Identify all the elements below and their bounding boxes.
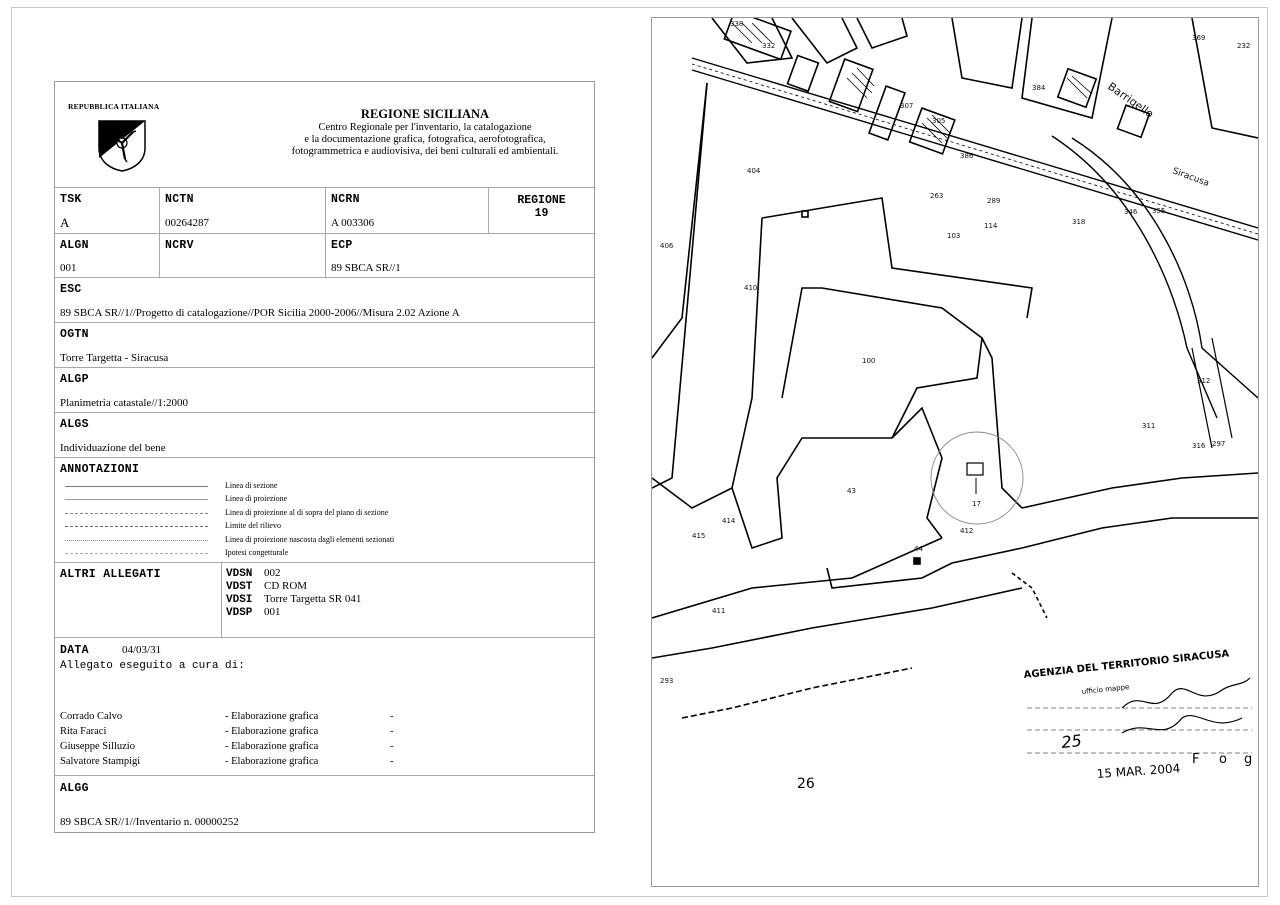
legend-text: Linea di proiezione nascosta dagli elementi sezionati xyxy=(225,535,395,544)
data-subtitle: Allegato eseguito a cura di: xyxy=(60,660,245,672)
legend-line-section xyxy=(65,486,208,487)
vdst-item: VDST CD ROM xyxy=(226,580,308,593)
row-esc xyxy=(55,278,594,323)
tsk-label: TSK xyxy=(60,193,82,206)
catalog-sheet xyxy=(54,81,595,833)
parcel-label: 44 xyxy=(914,545,923,553)
person-dash: - xyxy=(390,711,394,722)
row-algs xyxy=(55,413,594,458)
legend-line-hypothesis xyxy=(65,553,208,554)
parcel-label: 311 xyxy=(1142,422,1156,430)
vdsn-item: VDSN 002 xyxy=(226,567,281,580)
data-value: 04/03/31 xyxy=(122,644,162,656)
republic-label: REPUBBLICA ITALIANA xyxy=(68,102,160,111)
parcel-label: 404 xyxy=(747,167,761,175)
field-ecp xyxy=(326,234,594,277)
nctn-value: 00264287 xyxy=(165,217,209,229)
parcel-label: 103 xyxy=(947,232,961,240)
algn-label: ALGN xyxy=(60,239,89,252)
parcel-label: 384 xyxy=(1032,84,1046,92)
field-tsk xyxy=(55,188,160,233)
algs-value: Individuazione del bene xyxy=(60,442,166,454)
person-role: - Elaborazione grafica xyxy=(225,756,319,767)
parcel-label: 307 xyxy=(900,102,914,110)
parcel-label: 406 xyxy=(660,242,674,250)
parcel-label: 411 xyxy=(712,607,726,615)
row-algp xyxy=(55,368,594,413)
tsk-value: A xyxy=(60,215,70,230)
parcel-label: 346 xyxy=(1124,208,1138,216)
parcel-label: 410 xyxy=(744,284,758,292)
region-line: fotogrammetrica e audiovisiva, dei beni culturali ed ambientali. xyxy=(291,146,559,157)
street-name-label: Barrigello xyxy=(1105,79,1156,121)
parcel-label: 355 xyxy=(1152,207,1166,215)
person-name: Giuseppe Silluzio xyxy=(60,741,135,752)
legend-line-above xyxy=(65,513,208,514)
stamp-title: AGENZIA DEL TERRITORIO SIRACUSA xyxy=(1023,648,1230,681)
parcel-label: 114 xyxy=(984,222,998,230)
region-title: REGIONE SICILIANA xyxy=(360,107,490,121)
row-algg xyxy=(55,776,594,832)
nctn-label: NCTN xyxy=(165,193,194,206)
parcel-label: 369 xyxy=(1192,34,1206,42)
esc-label: ESC xyxy=(60,283,82,296)
person-dash: - xyxy=(390,726,394,737)
parcel-label: 312 xyxy=(1197,377,1211,385)
ncrv-label: NCRV xyxy=(165,239,194,252)
ecp-label: ECP xyxy=(331,239,353,252)
agency-stamp xyxy=(1023,648,1252,781)
row-tsk xyxy=(55,188,594,234)
stamp-letter: F xyxy=(1192,752,1200,767)
row-altri-allegati xyxy=(55,563,594,638)
stamp-letter: g xyxy=(1244,752,1253,767)
cadastral-map xyxy=(651,17,1259,887)
stamp-number: 25 xyxy=(1060,730,1083,752)
region-heading xyxy=(275,108,575,158)
parcel-label: 297 xyxy=(1212,440,1226,448)
region-line: e la documentazione grafica, fotografica, aerofotografica, xyxy=(304,134,546,145)
parcel-label: 43 xyxy=(847,487,856,495)
person-name: Corrado Calvo xyxy=(60,711,123,722)
ecp-value: 89 SBCA SR//1 xyxy=(331,262,401,274)
esc-value: 89 SBCA SR//1//Progetto di catalogazione//POR Sicilia 2000-2006//Misura 2.02 Azione A xyxy=(60,307,460,319)
parcel-label: 289 xyxy=(987,197,1001,205)
ncrn-label: NCRN xyxy=(331,193,360,206)
person-role: - Elaborazione grafica xyxy=(225,726,319,737)
parcel-label: 263 xyxy=(930,192,944,200)
field-nctn xyxy=(160,188,326,233)
row-annotazioni xyxy=(55,458,594,563)
algs-label: ALGS xyxy=(60,418,89,431)
algg-value: 89 SBCA SR//1//Inventario n. 00000252 xyxy=(60,816,239,828)
region-line: Centro Regionale per l'inventario, la catalogazione xyxy=(318,122,532,133)
stamp-letter: o xyxy=(1219,752,1227,767)
data-label: DATA xyxy=(60,644,89,657)
altri-allegati-label: ALTRI ALLEGATI xyxy=(60,568,161,581)
stamp-date: 15 MAR. 2004 xyxy=(1096,761,1181,781)
row-data xyxy=(55,638,594,776)
regione-value: 19 xyxy=(534,207,549,220)
legend-line-hidden xyxy=(65,540,208,541)
parcel-label: 332 xyxy=(762,42,776,50)
person-role: - Elaborazione grafica xyxy=(225,711,319,722)
vdsp-item: VDSP 001 xyxy=(226,606,281,619)
field-ncrv xyxy=(160,234,326,277)
ogtn-value: Torre Targetta - Siracusa xyxy=(60,352,169,364)
ogtn-label: OGTN xyxy=(60,328,89,341)
street-name-label: Siracusa xyxy=(1170,166,1211,189)
field-regione xyxy=(489,188,594,233)
parcel-label: 100 xyxy=(862,357,876,365)
parcel-label: 17 xyxy=(972,500,981,508)
legend-text: Linea di sezione xyxy=(225,481,278,490)
vdsi-item: VDSI Torre Targetta SR 041 xyxy=(226,593,362,606)
altri-allegati-label-cell xyxy=(55,563,222,637)
stamp-subtitle: ufficio mappe xyxy=(1081,683,1130,696)
legend-text: Limite del rilievo xyxy=(225,521,281,530)
map-page-number: 26 xyxy=(797,776,815,792)
ncrn-value: A 003306 xyxy=(331,217,375,229)
sheet-header xyxy=(55,82,594,188)
row-algn xyxy=(55,234,594,278)
person-dash: - xyxy=(390,756,394,767)
parcel-label: 415 xyxy=(692,532,706,540)
algn-value: 001 xyxy=(60,262,77,274)
parcel-label: 386 xyxy=(960,152,974,160)
algp-label: ALGP xyxy=(60,373,89,386)
parcel-label: 338 xyxy=(730,20,744,28)
parcel-label: 414 xyxy=(722,517,736,525)
legend-line-projection xyxy=(65,499,208,500)
sicily-emblem-icon xyxy=(95,118,149,172)
person-dash: - xyxy=(390,741,394,752)
parcel-label: 232 xyxy=(1237,42,1251,50)
person-role: - Elaborazione grafica xyxy=(225,741,319,752)
legend-text: Linea di proiezione al di sopra del piano di sezione xyxy=(225,508,389,517)
legend-text: Ipotesi congetturale xyxy=(225,548,289,557)
cadastral-map-drawing xyxy=(652,18,1258,886)
algg-label: ALGG xyxy=(60,782,89,795)
parcel-label: 293 xyxy=(660,677,674,685)
parcel-label: 316 xyxy=(1192,442,1206,450)
field-ncrn xyxy=(326,188,489,233)
legend-text: Linea di proiezione xyxy=(225,494,288,503)
field-algn xyxy=(55,234,160,277)
annotazioni-label: ANNOTAZIONI xyxy=(60,463,140,476)
row-ogtn xyxy=(55,323,594,368)
parcel-label: 318 xyxy=(1072,218,1086,226)
regione-label: REGIONE xyxy=(517,194,566,207)
person-name: Salvatore Stampigi xyxy=(60,756,141,767)
altri-allegati-list xyxy=(222,563,594,637)
legend-line-limit xyxy=(65,526,208,527)
parcel-label: 412 xyxy=(960,527,974,535)
person-name: Rita Faraci xyxy=(60,726,107,737)
algp-value: Planimetria catastale//1:2000 xyxy=(60,397,188,409)
parcel-label: 305 xyxy=(932,117,946,125)
